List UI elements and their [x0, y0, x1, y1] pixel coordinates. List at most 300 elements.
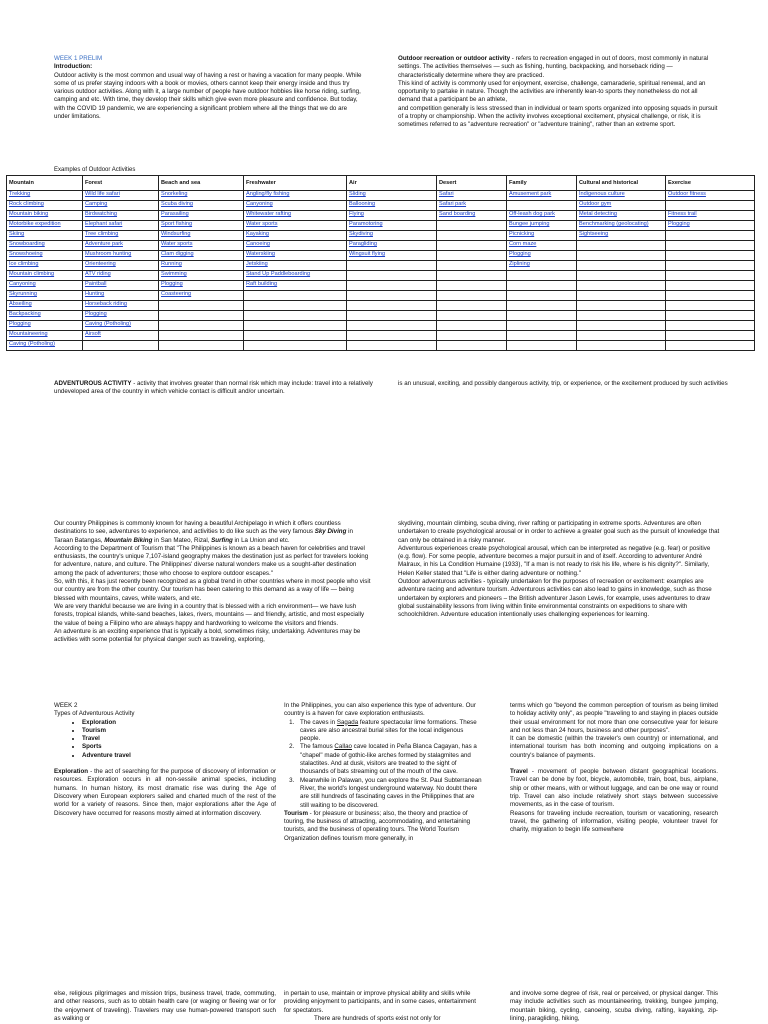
- table-cell: [7, 241, 83, 251]
- tourism-paragraph: Tourism - for pleasure or business; also, the theory and practice of touring, the business of attracting, accommodating, and entertaining tourists, and the business of operating tours. The World Tourism Organization defines tourism more generally, in: [284, 809, 471, 842]
- travel-term: Travel: [510, 768, 528, 776]
- activity-link[interactable]: Trekking: [9, 191, 31, 197]
- activity-link[interactable]: Water sports: [161, 241, 193, 247]
- week2-column-2: [284, 702, 484, 843]
- exploration-term: Exploration: [54, 768, 89, 776]
- outdoor-recreation-p3: and competition generally is less stressed than in individual or team sports organized into opposing squads in pursuit of a trophy or championship. When the activity involves exceptional excitement, physical challenge, or risk, it is sometimes referred to as "adventure recreation" or "adventure training", rather than an extreme sport.: [398, 104, 718, 129]
- table-cell: [437, 231, 507, 241]
- table-caption: Examples of Outdoor Activities: [54, 167, 136, 173]
- table-cell: [666, 291, 755, 301]
- table-cell: [437, 281, 507, 291]
- table-cell: [666, 201, 755, 211]
- activity-link[interactable]: Mushroom hunting: [85, 251, 132, 257]
- bottom-column-3: and involve some degree of risk, real or perceived, or physical danger. This may include activities such as mountaineering, trekking, bungee jumping, mountain biking, cycling, canoeing, scuba diving, rafting, kayaking, zip-lining, paragliding, hiking,: [510, 990, 718, 1022]
- table-cell: [244, 261, 347, 271]
- table-cell: [577, 321, 666, 331]
- table-cell: [347, 261, 437, 271]
- table-cell: [7, 291, 83, 301]
- table-cell: [244, 311, 347, 321]
- table-header-cell: Cultural and historical: [577, 176, 666, 191]
- week1-intro-block: [54, 55, 364, 121]
- table-cell: [7, 251, 83, 261]
- table-cell: [347, 321, 437, 331]
- adventure-p2: Adventurous experiences create psychological arousal, which can be interpreted as negative (e.g. fear) or positive (e.g. flow). For some people, adventure becomes a major pursuit in and of itself. According to adventurer André Malraux, in his La Condition Humaine (1933), "If a man is not ready to risk his life, where is his dignity?". Similarly, Helen Keller stated that "Life is either daring adventure or nothing.": [398, 544, 711, 577]
- table-cell: [159, 311, 244, 321]
- table-cell: [7, 321, 83, 331]
- types-title: Types of Adventurous Activity: [54, 710, 135, 718]
- activity-link[interactable]: Mountain biking: [9, 211, 49, 217]
- activity-link[interactable]: Snowshoeing: [9, 251, 43, 257]
- activity-link[interactable]: Whitewater rafting: [246, 211, 292, 217]
- table-cell: [577, 191, 666, 201]
- table-cell: [159, 331, 244, 341]
- activity-link[interactable]: Skydiving: [349, 231, 373, 237]
- table-cell: [7, 271, 83, 281]
- table-cell: [7, 221, 83, 231]
- table-header-cell: Family: [507, 176, 577, 191]
- activity-link[interactable]: Ice climbing: [9, 261, 39, 267]
- outdoor-recreation-block: [398, 55, 718, 130]
- table-cell: [244, 281, 347, 291]
- activity-link[interactable]: Jetskiing: [246, 261, 268, 267]
- table-row: [7, 221, 755, 231]
- activity-link[interactable]: Paintball: [85, 281, 107, 287]
- table-cell: [437, 191, 507, 201]
- activity-link[interactable]: Sightseeing: [579, 231, 609, 237]
- table-cell: [437, 291, 507, 301]
- activity-link[interactable]: Corn maze: [509, 241, 537, 247]
- table-row: [7, 291, 755, 301]
- activity-link[interactable]: ATV riding: [85, 271, 111, 277]
- table-cell: [437, 271, 507, 281]
- table-cell: [159, 231, 244, 241]
- intro-title: Introduction:: [54, 63, 93, 71]
- philippines-p3: So, with this, it has just recently been recognized as a global trend in other countries where in most people who visit our country are from the other country. Our tourism has been catering to this demand as a way of life — being blessed with mountains, caves, white waters, and etc.: [54, 578, 371, 602]
- table-cell: [244, 201, 347, 211]
- tourism-term: Tourism: [284, 809, 308, 817]
- activity-link[interactable]: Snowboarding: [9, 241, 45, 247]
- table-cell: [437, 321, 507, 331]
- travel-reasons: Reasons for traveling include recreation, tourism or vacationing, research travel, the gathering of information, visiting people, volunteer travel for charity, migration to begin life somewhere: [510, 809, 718, 834]
- activity-link[interactable]: Ballooning: [349, 201, 376, 207]
- cave-item: 3. Meanwhile in Palawan, you can explore the St. Paul Subterranean River, the world's longest underground waterway. No doubt there are still hundreds of fascinating caves in the Philippines that are still waiting to be discovered.: [296, 777, 484, 810]
- table-cell: [577, 221, 666, 231]
- table-cell: [507, 281, 577, 291]
- outdoor-recreation-definition: Outdoor recreation or outdoor activity - refers to recreation engaged in out of doors, most commonly in natural settings. The activities themselves — such as fishing, hunting, backpacking, and horseback riding — characteristically determine where they are practiced.: [398, 55, 709, 79]
- activity-link[interactable]: Mountaineering: [9, 331, 48, 337]
- activity-link[interactable]: Skyrunning: [9, 291, 37, 297]
- activity-link[interactable]: Plogging: [668, 221, 690, 227]
- table-cell: [83, 211, 159, 221]
- table-cell: [666, 331, 755, 341]
- table-cell: [244, 271, 347, 281]
- table-cell: [577, 231, 666, 241]
- table-cell: [347, 291, 437, 301]
- table-cell: [83, 321, 159, 331]
- table-cell: [7, 201, 83, 211]
- table-cell: [244, 191, 347, 201]
- table-cell: [507, 241, 577, 251]
- table-cell: [159, 191, 244, 201]
- activity-link[interactable]: Sand boarding: [439, 211, 476, 217]
- table-cell: [577, 301, 666, 311]
- activity-link[interactable]: Windsurfing: [161, 231, 191, 237]
- week2-heading: WEEK 2: [54, 702, 78, 709]
- table-cell: [159, 261, 244, 271]
- table-cell: [159, 301, 244, 311]
- activity-link[interactable]: Clam digging: [161, 251, 194, 257]
- activity-link[interactable]: Scuba diving: [161, 201, 194, 207]
- table-cell: [577, 261, 666, 271]
- table-cell: [666, 241, 755, 251]
- table-row: [7, 321, 755, 331]
- table-cell: [159, 341, 244, 351]
- table-cell: [159, 241, 244, 251]
- cave-name: Sagada: [336, 718, 359, 726]
- outdoor-recreation-p2: This kind of activity is commonly used for enjoyment, exercise, challenge, camaraderie, spiritual renewal, and an opportunity to partake in nature. Though the activities are inherently lean-to sports they nonetheless do not all demand that a participant be an athlete,: [398, 79, 706, 104]
- table-cell: [7, 191, 83, 201]
- table-cell: [83, 311, 159, 321]
- exploration-paragraph: Exploration - the act of searching for the purpose of discovery of information or resources. Exploration occurs in all non-sessile animal species, including humans. In human history, its most dramatic rise was during the Age of Discovery when European explorers sailed and charted much of the rest of the world for a variety of reasons. Since then, major explorations after the Age of Discovery have occurred for reasons mostly aimed at information discovery.: [54, 768, 276, 817]
- type-item: • Exploration: [82, 719, 276, 727]
- table-body: [7, 191, 755, 351]
- table-cell: [347, 191, 437, 201]
- outdoor-activities-table: [6, 175, 755, 351]
- table-cell: [507, 221, 577, 231]
- table-cell: [83, 261, 159, 271]
- table-cell: [666, 191, 755, 201]
- table-row: [7, 301, 755, 311]
- table-cell: [666, 311, 755, 321]
- table-cell: [577, 251, 666, 261]
- table-cell: [347, 311, 437, 321]
- table-row: [7, 281, 755, 291]
- activity-link[interactable]: Wild life safari: [85, 191, 120, 197]
- philippines-p1: Our country Philippines is commonly known for having a beautiful Archipelago in which it offers countless destinations to see, adventures to experience, and activities to do like such as the very famous Sky Diving in Taraan Batangas, Mountain Biking in San Mateo, Rizal, Surfing in La Union and etc.: [54, 520, 353, 544]
- activity-link[interactable]: Indigenous culture: [579, 191, 625, 197]
- table-cell: [244, 251, 347, 261]
- activity-link[interactable]: Kayaking: [246, 231, 270, 237]
- table-cell: [507, 321, 577, 331]
- table-cell: [83, 271, 159, 281]
- table-row: [7, 341, 755, 351]
- activity-link[interactable]: Angling/fly fishing: [246, 191, 290, 197]
- table-row: [7, 311, 755, 321]
- table-cell: [244, 291, 347, 301]
- table-cell: [437, 221, 507, 231]
- table-cell: [507, 271, 577, 281]
- table-cell: [7, 231, 83, 241]
- table-cell: [244, 211, 347, 221]
- table-cell: [507, 261, 577, 271]
- table-cell: [577, 331, 666, 341]
- adventurous-activity-definition: ADVENTUROUS ACTIVITY - activity that involves greater than normal risk which may include: travel into a relatively undeveloped area of the country in which vehicle contact is difficult and/or uncertain.: [54, 380, 373, 396]
- table-cell: [347, 211, 437, 221]
- type-item: • Travel: [82, 735, 276, 743]
- table-cell: [347, 331, 437, 341]
- table-cell: [666, 211, 755, 221]
- table-cell: [347, 271, 437, 281]
- table-cell: [507, 191, 577, 201]
- table-header-cell: Desert: [437, 176, 507, 191]
- activity-link[interactable]: Outdoor gym: [579, 201, 612, 207]
- table-cell: [244, 341, 347, 351]
- activity-link[interactable]: Birdwatching: [85, 211, 118, 217]
- activity-link[interactable]: Water sports: [246, 221, 278, 227]
- table-cell: [347, 201, 437, 211]
- table-cell: [577, 311, 666, 321]
- activity-link[interactable]: Sliding: [349, 191, 366, 197]
- activity-link[interactable]: Plogging: [161, 281, 183, 287]
- activity-link[interactable]: Ziplining: [509, 261, 530, 267]
- table-cell: [7, 281, 83, 291]
- table-header-cell: Mountain: [7, 176, 83, 191]
- adventure-p3: Outdoor adventurous activities - typically undertaken for the purposes of recreation or excitement: examples are adventure racing and adventure tourism. Adventurous activities can also lead to gains in knowledge, such as those undertaken by explorers and pioneers – the British adventurer Jason Lewis, for example, uses adventures to draw global sustainability lessons from living within finite environmental constraints on expeditions to share with schoolchildren. Adventure education intentionally uses challenging experiences for learning.: [398, 578, 712, 619]
- adventurous-activity-block: [54, 380, 384, 397]
- table-cell: [83, 281, 159, 291]
- activity-link[interactable]: Canyoning: [246, 201, 273, 207]
- caves-intro: In the Philippines, you can also experience this type of adventure. Our country is a haven for cave exploration enthusiasts.: [284, 702, 476, 718]
- cave-name: Callao: [334, 743, 352, 751]
- activity-link[interactable]: Paramotoring: [349, 221, 383, 227]
- table-cell: [507, 301, 577, 311]
- table-cell: [507, 331, 577, 341]
- table-cell: [7, 211, 83, 221]
- table-header-cell: Forest: [83, 176, 159, 191]
- table-cell: [159, 211, 244, 221]
- activity-link[interactable]: Horseback riding: [85, 301, 127, 307]
- activity-link[interactable]: Elephant safari: [85, 221, 123, 227]
- week2-column-3: [510, 702, 718, 834]
- table-cell: [437, 341, 507, 351]
- type-item: • Sports: [82, 743, 276, 751]
- table-cell: [244, 301, 347, 311]
- table-row: [7, 191, 755, 201]
- table-cell: [347, 231, 437, 241]
- table-header-cell: Exercise: [666, 176, 755, 191]
- table-row: [7, 331, 755, 341]
- table-row: [7, 201, 755, 211]
- table-cell: [666, 251, 755, 261]
- table-cell: [7, 331, 83, 341]
- activity-link[interactable]: Safari park: [439, 201, 467, 207]
- table-cell: [507, 231, 577, 241]
- activity-link[interactable]: Amusement park: [509, 191, 552, 197]
- table-cell: [159, 271, 244, 281]
- table-cell: [83, 331, 159, 341]
- bottom-column-1: else, religious pilgrimages and mission trips, business travel, trade, commuting, and other reasons, such as to obtain health care (or waging or fleeing war or for the enjoyment of traveling). Travelers may use human-powered transport such as walking or: [54, 990, 276, 1022]
- activity-link[interactable]: Motorbike expedition: [9, 221, 61, 227]
- activity-link[interactable]: Plogging: [509, 251, 531, 257]
- activity-link[interactable]: Benchmarking (geolocating): [579, 221, 649, 227]
- week2-column-1: [54, 702, 276, 818]
- activity-link[interactable]: Picnicking: [509, 231, 535, 237]
- philippines-p2: According to the Department of Tourism that "The Philippines is known as a beach haven for celebrities and travel enthusiasts, the country's unique 7,107-island geography makes the destination just as perfect for travelers looking for adventure, nature, and culture. The Philippines' diverse natural wonders make us a sought-after destination among the pack of adventurers; those who choose to explore outdoor escapes.": [54, 544, 369, 577]
- table-cell: [83, 301, 159, 311]
- table-cell: [83, 221, 159, 231]
- table-cell: [347, 301, 437, 311]
- activity-link[interactable]: Paragliding: [349, 241, 377, 247]
- activity-link[interactable]: Swimming: [161, 271, 187, 277]
- table-cell: [83, 191, 159, 201]
- table-cell: [666, 341, 755, 351]
- activity-link[interactable]: Camping: [85, 201, 108, 207]
- philippines-p4: We are very thankful because we are living in a country that is blessed with a rich environment— we have lush forests, tropical islands, white-sand beaches, lakes, rivers, mountains — and friendly, artistic, and most especially the value of being a Filipino who are always happy and hardworking to welcome the visitors and friends.: [54, 602, 365, 627]
- activity-link[interactable]: Mountain climbing: [9, 271, 55, 277]
- activity-link[interactable]: Backpacking: [9, 311, 41, 317]
- activity-link[interactable]: Bungee jumping: [509, 221, 550, 227]
- table-cell: [7, 341, 83, 351]
- table-cell: [437, 251, 507, 261]
- type-item: • Tourism: [82, 727, 276, 735]
- table-cell: [577, 201, 666, 211]
- activity-link[interactable]: Outdoor fitness: [668, 191, 706, 197]
- activity-link[interactable]: Caving (Potholing): [9, 341, 56, 347]
- table-cell: [347, 281, 437, 291]
- table-cell: [347, 341, 437, 351]
- tourism-continued: terms which go "beyond the common perception of tourism as being limited to holiday activity only", as people "traveling to and staying in places outside their usual environment for not more than one consecutive year for leisure and not less than 24 hours, business and other purposes".: [510, 702, 719, 734]
- table-header-cell: Air: [347, 176, 437, 191]
- table-cell: [244, 231, 347, 241]
- table-cell: [577, 341, 666, 351]
- activity-link[interactable]: Caving (Potholing): [85, 321, 132, 327]
- table-cell: [244, 241, 347, 251]
- table-row: [7, 231, 755, 241]
- activity-link[interactable]: Safari: [439, 191, 454, 197]
- table-cell: [437, 241, 507, 251]
- table-cell: [83, 341, 159, 351]
- table-row: [7, 241, 755, 251]
- type-item: • Adventure travel: [82, 752, 276, 760]
- table-cell: [347, 221, 437, 231]
- table-cell: [83, 291, 159, 301]
- activity-link[interactable]: Parasailing: [161, 211, 189, 217]
- travel-paragraph: Travel - movement of people between distant geographical locations. Travel can be done by foot, bicycle, automobile, train, boat, bus, airplane, ship or other means, with or without luggage, and can be one way or round trip. Travel can also include relatively short stays between successive movements, as in the case of tourism.: [510, 768, 718, 809]
- outdoor-recreation-term: Outdoor recreation or outdoor activity: [398, 55, 511, 62]
- adventurous-activity-term: ADVENTUROUS ACTIVITY: [54, 380, 132, 387]
- table-cell: [159, 291, 244, 301]
- table-cell: [83, 251, 159, 261]
- activity-link[interactable]: Rock climbing: [9, 201, 44, 207]
- bottom-column-2: in pertain to use, maintain or improve physical ability and skills while providing enjoyment to participants, and in some cases, entertainment for spectators. There are hundreds of sports exist not only for: [284, 990, 476, 1022]
- table-row: [7, 251, 755, 261]
- activity-link[interactable]: Plogging: [9, 321, 31, 327]
- table-cell: [83, 241, 159, 251]
- activity-link[interactable]: Raft building: [246, 281, 278, 287]
- activity-link[interactable]: Abseiling: [9, 301, 32, 307]
- adventure-definition-right: is an unusual, exciting, and possibly dangerous activity, trip, or experience, or the excitement produced by such activities: [398, 380, 728, 387]
- table-cell: [437, 331, 507, 341]
- cave-item: 2. The famous Callao cave located in Peña Blanca Cagayan, has a "chapel" made of gothic-like arches formed by stalagmites and stalactites. And at dusk, visitors are treated to the sight of thousands of bats streaming out of the mouth of the cave.: [296, 743, 484, 776]
- activity-link[interactable]: Waterskiing: [246, 251, 276, 257]
- table-cell: [437, 301, 507, 311]
- table-cell: [577, 271, 666, 281]
- table-cell: [507, 251, 577, 261]
- table-cell: [159, 201, 244, 211]
- table-cell: [244, 331, 347, 341]
- table-cell: [159, 251, 244, 261]
- table-cell: [666, 261, 755, 271]
- activity-link[interactable]: Off-leash dog park: [509, 211, 555, 217]
- table-cell: [347, 241, 437, 251]
- table-cell: [666, 271, 755, 281]
- tourism-domestic: It can be domestic (within the traveler's own country) or international, and international tourism has both incoming and outgoing implications on a country's balance of payments.: [510, 735, 718, 759]
- table-cell: [159, 221, 244, 231]
- table-cell: [507, 291, 577, 301]
- table-cell: [507, 201, 577, 211]
- cave-item: 1. The caves in Sagada feature spectacular lime formations. These caves are also ancestral burial sites for the local indigenous people.: [296, 719, 484, 744]
- activity-link[interactable]: Tree climbing: [85, 231, 119, 237]
- table-cell: [244, 221, 347, 231]
- activity-link[interactable]: Canoeing: [246, 241, 270, 247]
- table-row: [7, 271, 755, 281]
- table-cell: [7, 261, 83, 271]
- intro-paragraph: Outdoor activity is the most common and usual way of having a rest or having a vacation for many people. While some of us prefer staying indoors with a book or movies, others cannot keep their energy inside and thus try various outdoor activities. Along with it, a large number of people have outdoor hobbies like horse riding, surfing, camping and etc. With time, they develop their skills which give even more pleasure and confidence. But today, with the COVID 19 pandemic, we are experiencing a significant problem where all the things that we do are under limitations.: [54, 71, 362, 121]
- table-cell: [507, 311, 577, 321]
- table-cell: [577, 281, 666, 291]
- table-cell: [666, 301, 755, 311]
- table-cell: [666, 321, 755, 331]
- table-row: [7, 211, 755, 221]
- table-cell: [244, 321, 347, 331]
- activity-link[interactable]: Skiing: [9, 231, 25, 237]
- activity-link[interactable]: Snorkeling: [161, 191, 188, 197]
- activity-link[interactable]: Stand Up Paddleboarding: [246, 271, 311, 277]
- table-cell: [666, 221, 755, 231]
- philippines-right-block: [398, 520, 724, 620]
- table-cell: [7, 301, 83, 311]
- table-cell: [83, 201, 159, 211]
- activity-link[interactable]: Airsoft: [85, 331, 101, 337]
- activity-link[interactable]: Hunting: [85, 291, 105, 297]
- activity-link[interactable]: Fitness trail: [668, 211, 697, 217]
- philippines-p5: An adventure is an exciting experience that is typically a bold, sometimes risky, undertaking. Adventures may be activities with some potential for physical danger such as traveling, exploring,: [54, 627, 361, 644]
- activity-link[interactable]: Plogging: [85, 311, 107, 317]
- table-cell: [437, 261, 507, 271]
- table-cell: [577, 291, 666, 301]
- table-cell: [7, 311, 83, 321]
- table-cell: [437, 201, 507, 211]
- table-cell: [347, 251, 437, 261]
- activity-link[interactable]: Coasteering: [161, 291, 192, 297]
- types-list: [54, 719, 276, 760]
- table-cell: [507, 341, 577, 351]
- table-row: [7, 261, 755, 271]
- week1-heading: WEEK 1 PRELIM: [54, 55, 103, 62]
- activity-link[interactable]: Sport fishing: [161, 221, 193, 227]
- table-cell: [577, 241, 666, 251]
- table-cell: [437, 311, 507, 321]
- table-header-cell: Beach and sea: [159, 176, 244, 191]
- activity-link[interactable]: Metal detecting: [579, 211, 617, 217]
- activity-link[interactable]: Orienteering: [85, 261, 116, 267]
- table-cell: [507, 211, 577, 221]
- philippines-left-block: [54, 520, 372, 644]
- adventure-p1: skydiving, mountain climbing, scuba diving, river rafting or participating in extreme sports. Adventures are often undertaken to create psychological arousal or in order to achieve a greater goal such as the pursuit of knowledge that can only be obtained in a risky manner.: [398, 520, 720, 544]
- table-cell: [83, 231, 159, 241]
- table-header-cell: Freshwater: [244, 176, 347, 191]
- table-cell: [577, 211, 666, 221]
- activity-link[interactable]: Running: [161, 261, 182, 267]
- table-cell: [159, 281, 244, 291]
- activity-link[interactable]: Canyoning: [9, 281, 36, 287]
- table-cell: [666, 281, 755, 291]
- table-cell: [159, 321, 244, 331]
- activity-link[interactable]: Wingsuit flying: [349, 251, 386, 257]
- activity-link[interactable]: Adventure park: [85, 241, 123, 247]
- table-cell: [437, 211, 507, 221]
- activity-link[interactable]: Flying: [349, 211, 364, 217]
